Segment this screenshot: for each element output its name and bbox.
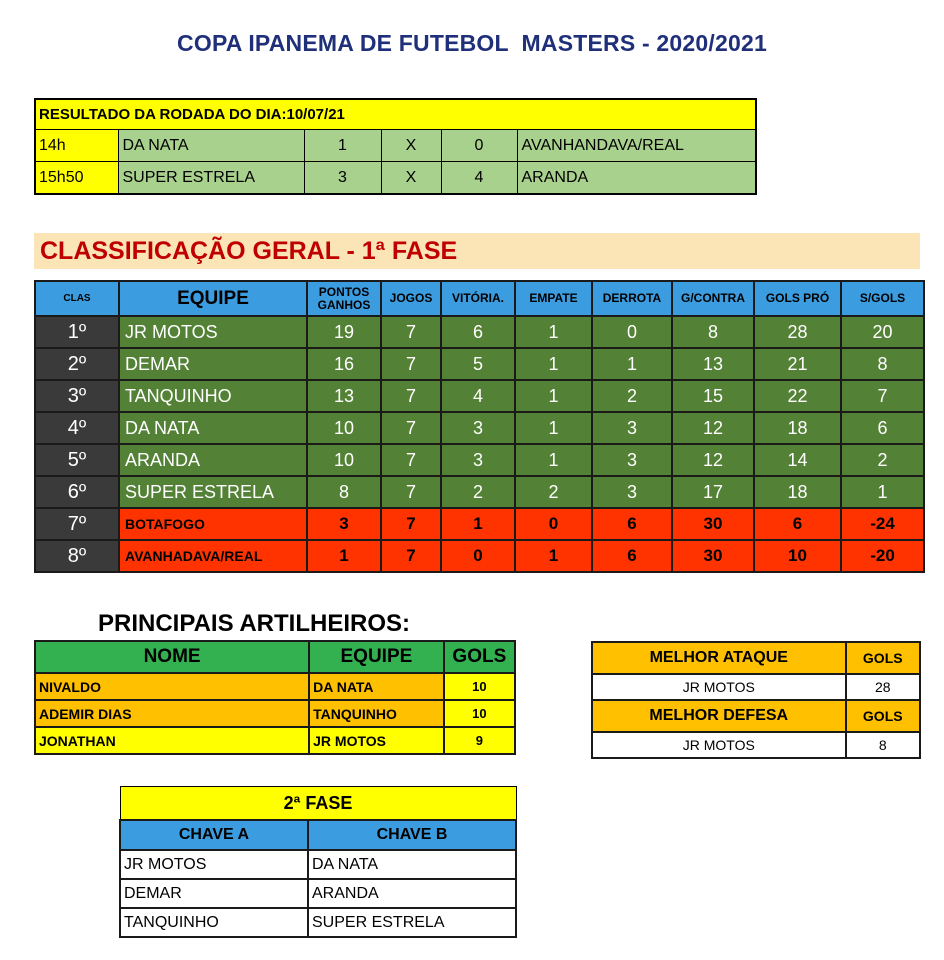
phase2-header-row xyxy=(120,820,516,850)
goals-for: 18 xyxy=(754,412,841,444)
best-defense-row xyxy=(592,732,920,758)
scorer-goals: 9 xyxy=(444,727,515,754)
draws: 1 xyxy=(515,348,592,380)
scorer-goals: 10 xyxy=(444,700,515,727)
games: 7 xyxy=(381,476,441,508)
score-separator: X xyxy=(381,130,441,162)
scorers-title: PRINCIPAIS ARTILHEIROS: xyxy=(98,610,411,637)
scorer-name: ADEMIR DIAS xyxy=(35,700,309,727)
goals-against: 12 xyxy=(672,412,754,444)
phase2-row xyxy=(120,850,516,879)
position: 5º xyxy=(35,444,119,476)
draws: 1 xyxy=(515,316,592,348)
goals-against: 8 xyxy=(672,316,754,348)
goal-difference: -20 xyxy=(841,540,924,572)
best-defense-team: JR MOTOS xyxy=(592,732,846,758)
best-defense-goals: 8 xyxy=(846,732,920,758)
standings-header-row xyxy=(35,281,924,316)
col-header-pontos: PONTOS GANHOS xyxy=(307,281,381,316)
phase2-row xyxy=(120,879,516,908)
draws: 1 xyxy=(515,380,592,412)
goals-for: 21 xyxy=(754,348,841,380)
group-a-team: JR MOTOS xyxy=(120,850,308,879)
position: 7º xyxy=(35,508,119,540)
goal-difference: 8 xyxy=(841,348,924,380)
standings-table xyxy=(34,280,925,573)
games: 7 xyxy=(381,316,441,348)
wins: 4 xyxy=(441,380,515,412)
results-header: RESULTADO DA RODADA DO DIA:10/07/21 xyxy=(35,99,756,130)
goals-against: 15 xyxy=(672,380,754,412)
wins: 1 xyxy=(441,508,515,540)
losses: 1 xyxy=(592,348,672,380)
score-separator: X xyxy=(381,162,441,195)
wins: 2 xyxy=(441,476,515,508)
phase2-row xyxy=(120,908,516,937)
team-name: TANQUINHO xyxy=(119,380,307,412)
col-header-golspro: GOLS PRÓ xyxy=(754,281,841,316)
phase2-title: 2ª FASE xyxy=(120,787,516,821)
standings-row xyxy=(35,508,924,540)
position: 4º xyxy=(35,412,119,444)
col-header-gcontra: G/CONTRA xyxy=(672,281,754,316)
home-score: 1 xyxy=(304,130,381,162)
group-a-header: CHAVE A xyxy=(120,820,308,850)
group-b-team: DA NATA xyxy=(308,850,516,879)
goal-difference: 6 xyxy=(841,412,924,444)
wins: 0 xyxy=(441,540,515,572)
team-name: DEMAR xyxy=(119,348,307,380)
team-name: AVANHADAVA/REAL xyxy=(119,540,307,572)
phase2-table xyxy=(119,786,517,938)
standings-row xyxy=(35,540,924,572)
draws: 2 xyxy=(515,476,592,508)
games: 7 xyxy=(381,540,441,572)
losses: 3 xyxy=(592,412,672,444)
team-name: JR MOTOS xyxy=(119,316,307,348)
losses: 0 xyxy=(592,316,672,348)
points: 16 xyxy=(307,348,381,380)
standings-banner xyxy=(34,233,920,269)
standings-row xyxy=(35,412,924,444)
games: 7 xyxy=(381,380,441,412)
goals-for: 14 xyxy=(754,444,841,476)
wins: 3 xyxy=(441,444,515,476)
points: 1 xyxy=(307,540,381,572)
col-header-nome: NOME xyxy=(35,641,309,673)
col-header-derrota: DERROTA xyxy=(592,281,672,316)
group-b-header: CHAVE B xyxy=(308,820,516,850)
best-attack-goals-label: GOLS xyxy=(846,642,920,674)
wins: 5 xyxy=(441,348,515,380)
position: 1º xyxy=(35,316,119,348)
best-attack-header xyxy=(592,642,920,674)
best-attack-row xyxy=(592,674,920,700)
points: 3 xyxy=(307,508,381,540)
draws: 0 xyxy=(515,508,592,540)
draws: 1 xyxy=(515,444,592,476)
points: 13 xyxy=(307,380,381,412)
points: 19 xyxy=(307,316,381,348)
scorer-team: JR MOTOS xyxy=(309,727,444,754)
group-b-team: SUPER ESTRELA xyxy=(308,908,516,937)
goal-difference: 20 xyxy=(841,316,924,348)
goal-difference: 7 xyxy=(841,380,924,412)
losses: 6 xyxy=(592,540,672,572)
goals-for: 6 xyxy=(754,508,841,540)
scorer-row xyxy=(35,700,515,727)
best-defense-goals-label: GOLS xyxy=(846,700,920,732)
standings-row xyxy=(35,380,924,412)
scorer-row xyxy=(35,673,515,700)
col-header-sgols: S/GOLS xyxy=(841,281,924,316)
goals-for: 22 xyxy=(754,380,841,412)
losses: 3 xyxy=(592,476,672,508)
team-name: BOTAFOGO xyxy=(119,508,307,540)
home-team: DA NATA xyxy=(118,130,304,162)
position: 8º xyxy=(35,540,119,572)
scorers-table xyxy=(34,640,516,755)
match-row xyxy=(35,162,756,195)
team-name: ARANDA xyxy=(119,444,307,476)
goals-against: 30 xyxy=(672,508,754,540)
best-attack-goals: 28 xyxy=(846,674,920,700)
home-score: 3 xyxy=(304,162,381,195)
goal-difference: 2 xyxy=(841,444,924,476)
points: 10 xyxy=(307,444,381,476)
goals-for: 10 xyxy=(754,540,841,572)
standings-row xyxy=(35,476,924,508)
standings-row xyxy=(35,348,924,380)
position: 6º xyxy=(35,476,119,508)
best-stats-table xyxy=(591,641,921,759)
losses: 2 xyxy=(592,380,672,412)
goals-for: 18 xyxy=(754,476,841,508)
games: 7 xyxy=(381,444,441,476)
col-header-vitoria: VITÓRIA. xyxy=(441,281,515,316)
away-team: AVANHANDAVA/REAL xyxy=(517,130,756,162)
team-name: DA NATA xyxy=(119,412,307,444)
away-score: 4 xyxy=(441,162,517,195)
points: 8 xyxy=(307,476,381,508)
results-table xyxy=(34,98,757,195)
wins: 3 xyxy=(441,412,515,444)
away-score: 0 xyxy=(441,130,517,162)
goals-against: 13 xyxy=(672,348,754,380)
standings-row xyxy=(35,444,924,476)
match-time: 15h50 xyxy=(35,162,118,195)
match-row xyxy=(35,130,756,162)
standings-row xyxy=(35,316,924,348)
col-header-empate: EMPATE xyxy=(515,281,592,316)
scorers-header-row xyxy=(35,641,515,673)
losses: 6 xyxy=(592,508,672,540)
away-team: ARANDA xyxy=(517,162,756,195)
scorer-team: DA NATA xyxy=(309,673,444,700)
goal-difference: 1 xyxy=(841,476,924,508)
games: 7 xyxy=(381,348,441,380)
draws: 1 xyxy=(515,412,592,444)
group-b-team: ARANDA xyxy=(308,879,516,908)
col-header-clas: CLAS xyxy=(35,281,119,316)
scorer-row xyxy=(35,727,515,754)
position: 3º xyxy=(35,380,119,412)
col-header-equipe: EQUIPE xyxy=(309,641,444,673)
col-header-jogos: JOGOS xyxy=(381,281,441,316)
games: 7 xyxy=(381,412,441,444)
scorer-goals: 10 xyxy=(444,673,515,700)
losses: 3 xyxy=(592,444,672,476)
games: 7 xyxy=(381,508,441,540)
standings-title: CLASSIFICAÇÃO GERAL - 1ª FASE xyxy=(40,237,458,265)
goal-difference: -24 xyxy=(841,508,924,540)
goals-against: 30 xyxy=(672,540,754,572)
goals-against: 12 xyxy=(672,444,754,476)
group-a-team: DEMAR xyxy=(120,879,308,908)
col-header-gols: GOLS xyxy=(444,641,515,673)
wins: 6 xyxy=(441,316,515,348)
draws: 1 xyxy=(515,540,592,572)
scorer-name: NIVALDO xyxy=(35,673,309,700)
best-attack-label: MELHOR ATAQUE xyxy=(592,642,846,674)
goals-against: 17 xyxy=(672,476,754,508)
scorer-team: TANQUINHO xyxy=(309,700,444,727)
best-attack-team: JR MOTOS xyxy=(592,674,846,700)
match-time: 14h xyxy=(35,130,118,162)
scorer-name: JONATHAN xyxy=(35,727,309,754)
best-defense-header xyxy=(592,700,920,732)
goals-for: 28 xyxy=(754,316,841,348)
page-title: COPA IPANEMA DE FUTEBOL MASTERS - 2020/2021 xyxy=(177,30,767,56)
col-header-equipe: EQUIPE xyxy=(119,281,307,316)
group-a-team: TANQUINHO xyxy=(120,908,308,937)
points: 10 xyxy=(307,412,381,444)
home-team: SUPER ESTRELA xyxy=(118,162,304,195)
team-name: SUPER ESTRELA xyxy=(119,476,307,508)
best-defense-label: MELHOR DEFESA xyxy=(592,700,846,732)
position: 2º xyxy=(35,348,119,380)
